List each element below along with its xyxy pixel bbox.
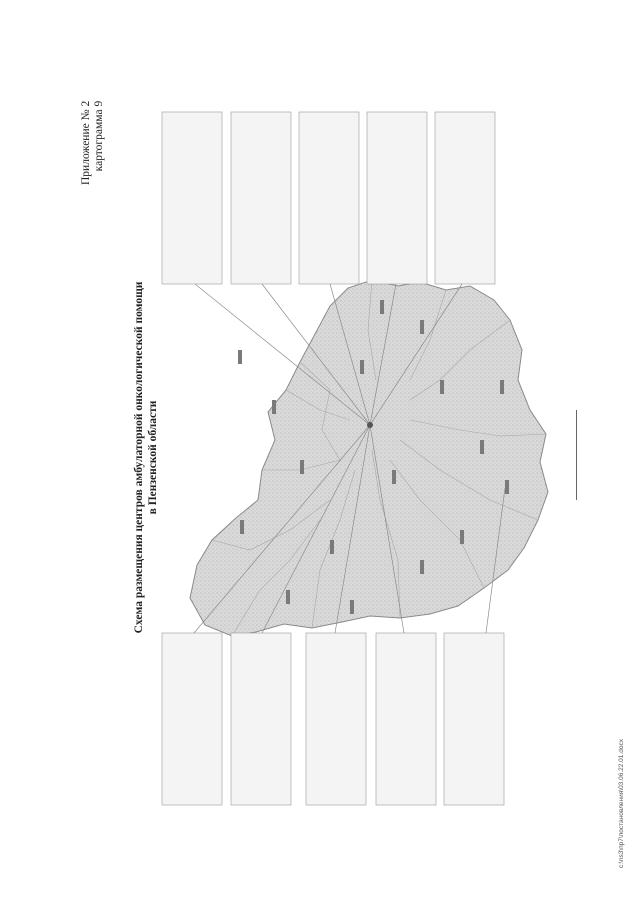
- penza-region-outline: [190, 280, 548, 636]
- title-line-1: Схема размещения центров амбулаторной онкологической помощи: [133, 281, 145, 634]
- cartogram-number: картограмма 9: [93, 100, 105, 172]
- callout-box-top-1: [162, 112, 222, 284]
- callout-box-bottom-1: [162, 633, 222, 805]
- callout-box-bottom-5: [444, 633, 504, 805]
- callout-box-bottom-2: [231, 633, 291, 805]
- penza-city-marker: [367, 422, 373, 428]
- callout-box-bottom-3: [306, 633, 366, 805]
- callout-box-top-3: [299, 112, 359, 284]
- footer-file-path: c:\ns3\пр7\постановления\03.06.22.01.docx: [618, 739, 625, 868]
- title-line-2: в Пензенской области: [147, 400, 159, 515]
- callout-box-top-2: [231, 112, 291, 284]
- callout-box-top-5: [435, 112, 495, 284]
- callout-box-top-4: [367, 112, 427, 284]
- callout-box-bottom-4: [376, 633, 436, 805]
- footnote-separator: [576, 410, 577, 500]
- appendix-number: Приложение № 2: [80, 100, 92, 185]
